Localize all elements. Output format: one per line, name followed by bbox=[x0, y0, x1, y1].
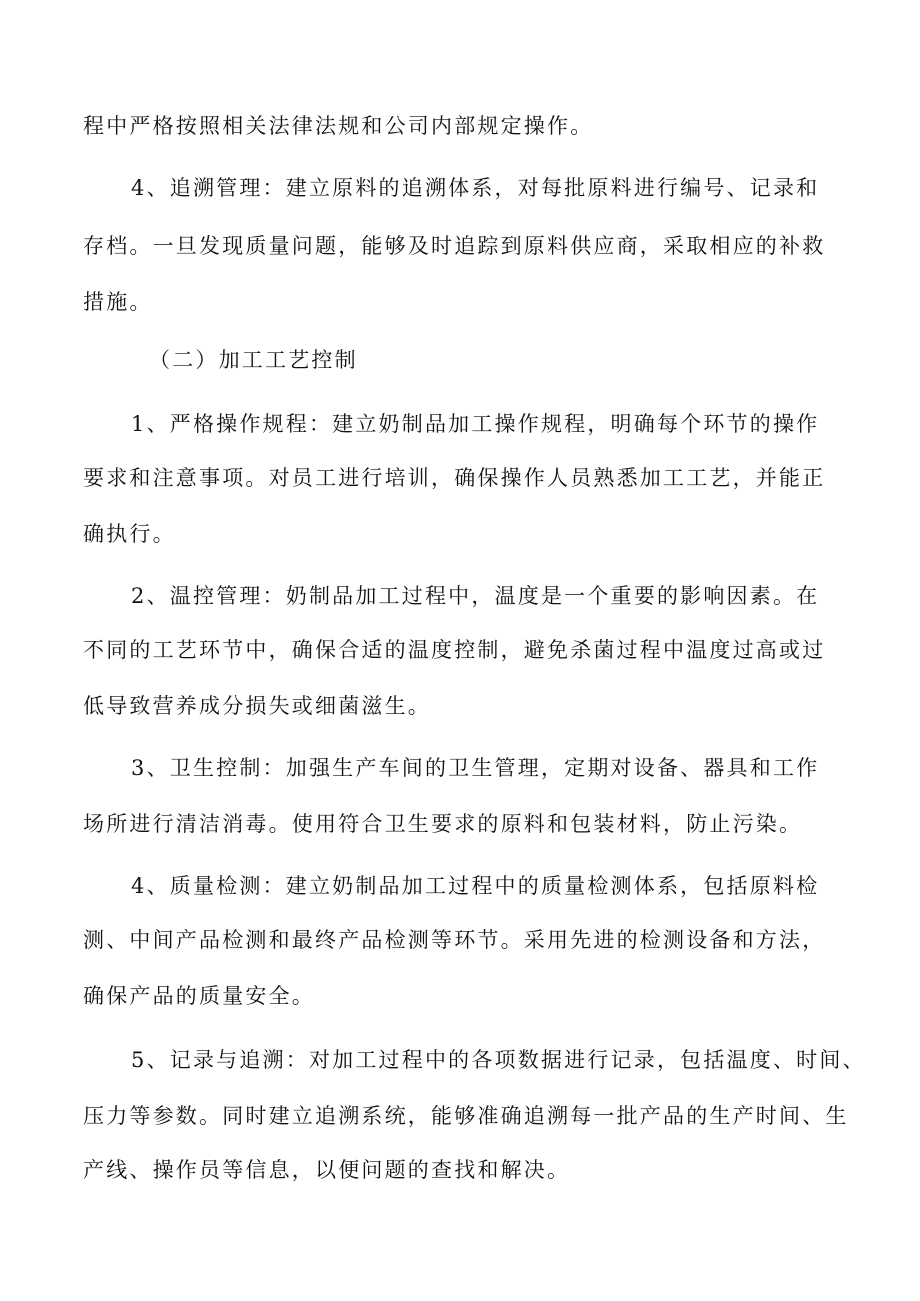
section-heading: （二）加工工艺控制 bbox=[149, 348, 358, 372]
paragraph-line: 1、严格操作规程：建立奶制品加工操作规程，明确每个环节的操作 bbox=[131, 412, 820, 436]
paragraph-line: 场所进行清洁消毒。使用符合卫生要求的原料和包装材料，防止污染。 bbox=[83, 812, 803, 836]
paragraph-line: 低导致营养成分损失或细菌滋生。 bbox=[83, 694, 431, 718]
paragraph-line: 措施。 bbox=[83, 290, 153, 314]
paragraph-line: 3、卫生控制：加强生产车间的卫生管理，定期对设备、器具和工作 bbox=[131, 756, 820, 780]
paragraph-line: 产线、操作员等信息，以便问题的查找和解决。 bbox=[83, 1158, 571, 1182]
paragraph-line: 测、中间产品检测和最终产品检测等环节。采用先进的检测设备和方法， bbox=[83, 928, 826, 952]
paragraph-line: 4、追溯管理：建立原料的追溯体系，对每批原料进行编号、记录和 bbox=[131, 176, 820, 200]
paragraph-line: 2、温控管理：奶制品加工过程中，温度是一个重要的影响因素。在 bbox=[131, 584, 820, 608]
paragraph-line: 压力等参数。同时建立追溯系统，能够准确追溯每一批产品的生产时间、生 bbox=[83, 1104, 849, 1128]
paragraph-line: 4、质量检测：建立奶制品加工过程中的质量检测体系，包括原料检 bbox=[131, 874, 820, 898]
paragraph-line: 不同的工艺环节中，确保合适的温度控制，避免杀菌过程中温度过高或过 bbox=[83, 638, 826, 662]
paragraph-line: 存档。一旦发现质量问题，能够及时追踪到原料供应商，采取相应的补救 bbox=[83, 234, 826, 258]
paragraph-line: 要求和注意事项。对员工进行培训，确保操作人员熟悉加工工艺，并能正 bbox=[83, 466, 826, 490]
paragraph-line: 程中严格按照相关法律法规和公司内部规定操作。 bbox=[83, 114, 594, 138]
paragraph-line: 确执行。 bbox=[83, 522, 176, 546]
paragraph-line: 确保产品的质量安全。 bbox=[83, 984, 315, 1008]
paragraph-line: 5、记录与追溯：对加工过程中的各项数据进行记录，包括温度、时间、 bbox=[131, 1048, 866, 1072]
